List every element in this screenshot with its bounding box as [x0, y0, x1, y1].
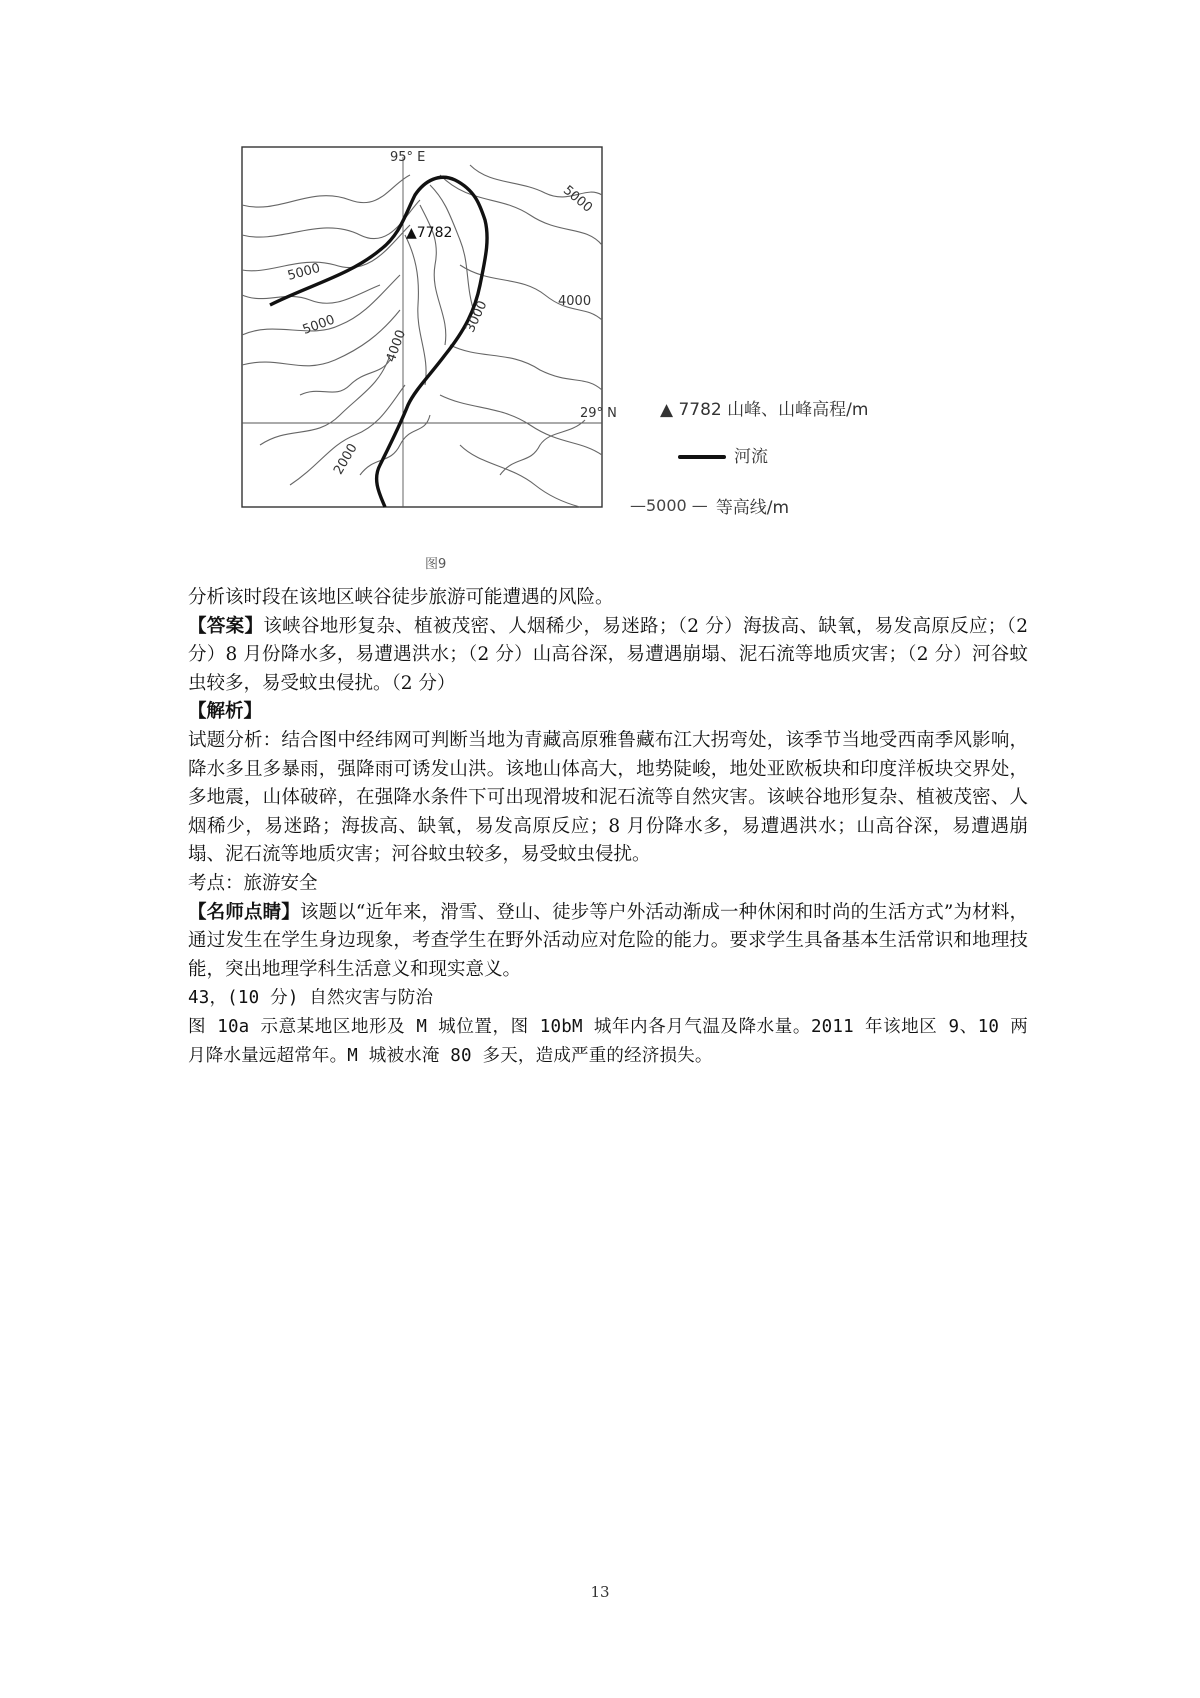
river-symbol	[678, 453, 726, 457]
legend-river-text: 河流	[734, 447, 768, 467]
contour-label-5000-ne: 5000	[560, 182, 596, 216]
answer-paragraph	[188, 613, 1028, 699]
teacher-tag: 【名师点睛】	[188, 901, 300, 923]
contour-label-3000: 3000	[462, 298, 491, 335]
contour-symbol: —5000 —	[630, 496, 708, 515]
contour-label-5000-w: 5000	[286, 260, 322, 284]
legend-peak-text: ▲ 7782 山峰、山峰高程/m	[660, 400, 869, 420]
contour-label-4000-c: 4000	[383, 327, 410, 365]
latitude-label: 29° N	[580, 406, 617, 421]
contour-label-2000: 2000	[331, 441, 361, 478]
question-43-body: 图 10a 示意某地区地形及 M 城位置，图 10bM 城年内各月气温及降水量。2011 年该地区 9、10 两月降水量远超常年。M 城被水淹 80 多天，造成严重的经济损失。	[188, 1016, 1028, 1066]
contour-label-4000-e: 4000	[558, 294, 592, 309]
contour-map	[240, 145, 644, 543]
contour-label-5000-sw: 5000	[300, 312, 337, 338]
legend-contour	[630, 493, 789, 518]
map-legend	[630, 145, 960, 543]
figure-caption: 图9	[425, 557, 447, 572]
legend-peak	[660, 395, 868, 420]
analysis-text: 试题分析：结合图中经纬网可判断当地为青藏高原雅鲁藏布江大拐弯处，该季节当地受西南季风影响，降水多且多暴雨，强降雨可诱发山洪。该地山体高大，地势陡峻，地处亚欧板块和印度洋板块交界处，多地震，山体破碎，在强降水条件下可出现滑坡和泥石流等自然灾害。该峡谷地形复杂、植被茂密、人烟稀少，易迷路；海拔高、缺氧，易发高原反应；8 月份降水多，易遭遇洪水；山高谷深，易遭遇崩塌、泥石流等地质灾害；河谷蚊虫较多，易受蚊虫侵扰。	[188, 729, 1028, 866]
question-43-title: 43，(10 分) 自然灾害与防治	[188, 988, 434, 1009]
legend-river	[678, 442, 768, 467]
longitude-label: 95° E	[390, 150, 426, 165]
kaodian-text: 考点：旅游安全	[188, 872, 318, 894]
figure-9	[240, 145, 880, 575]
answer-text: 该峡谷地形复杂、植被茂密、人烟稀少，易迷路；（2 分）海拔高、缺氧，易发高原反应；（2 分）8 月份降水多，易遭遇洪水；（2 分）山高谷深，易遭遇崩塌、泥石流等地质灾害；（2 分）河谷蚊虫较多，易受蚊虫侵扰。（2 分）	[188, 615, 1028, 694]
teacher-text: 该题以“近年来，滑雪、登山、徒步等户外活动渐成一种休闲和时尚的生活方式”为材料，通过发生在学生身边现象，考查学生在野外活动应对危险的能力。要求学生具备基本生活常识和地理技能，突出地理学科生活意义和现实意义。	[188, 901, 1028, 980]
document-body	[188, 584, 1028, 1070]
legend-contour-text: 等高线/m	[715, 498, 790, 518]
answer-tag: 【答案】	[188, 615, 264, 637]
page-number: 13	[590, 1583, 610, 1601]
question-text: 分析该时段在该地区峡谷徒步旅游可能遭遇的风险。	[188, 587, 614, 608]
peak-label: ▲7782	[406, 225, 453, 241]
analysis-heading	[188, 698, 1028, 727]
analysis-tag: 【解析】	[188, 701, 263, 723]
contour-lines	[242, 165, 602, 507]
teacher-paragraph	[188, 899, 1028, 985]
